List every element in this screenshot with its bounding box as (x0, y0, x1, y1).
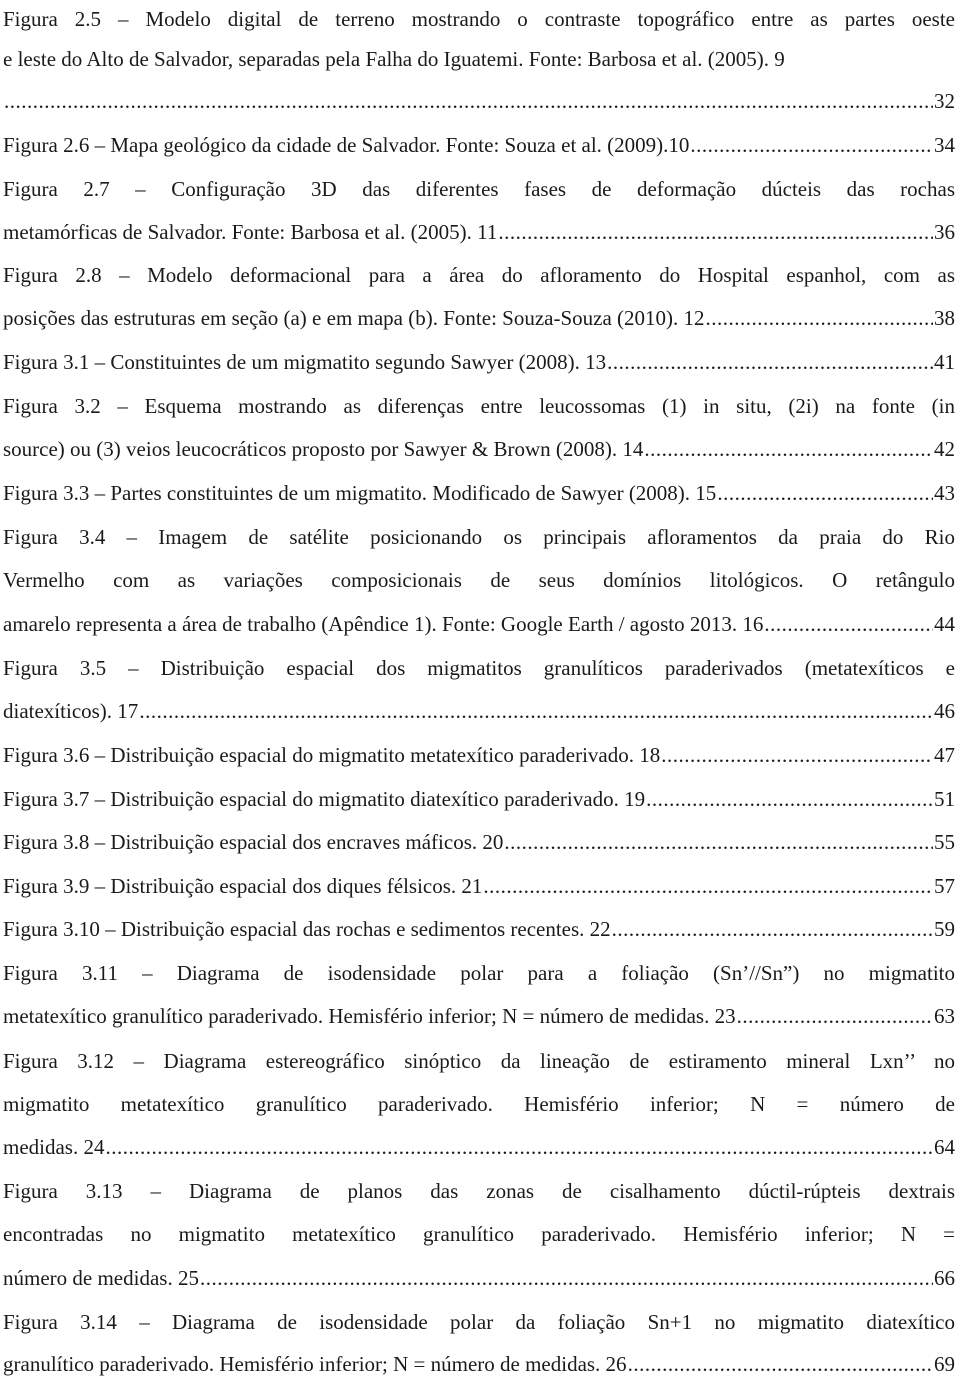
toc-page-number: 41 (934, 350, 955, 374)
toc-entry-figure-3-8[interactable] (3, 830, 955, 854)
toc-entry-line: Figura 2.5 – Modelo digital de terreno mostrando o contraste topográfico entre as partes oeste (3, 7, 955, 31)
toc-entry-text: Figura 3.3 – Partes constituintes de um migmatito. Modificado de Sawyer (2008). 15 (3, 481, 717, 505)
toc-entry-line: Figura 3.5 – Distribuição espacial dos migmatitos granulíticos paraderivados (metatexíticos e (3, 656, 955, 680)
toc-entry-line: e leste do Alto de Salvador, separadas pela Falha do Iguatemi. Fonte: Barbosa et al. (2005). 9 (3, 47, 785, 71)
toc-entry-line: Figura 3.12 – Diagrama estereográfico sinóptico da lineação de estiramento mineral Lxn’’ no (3, 1049, 955, 1073)
dot-leader (717, 481, 933, 505)
toc-page-number: 44 (934, 612, 955, 636)
toc-page-number: 51 (934, 787, 955, 811)
toc-page-number: 38 (934, 306, 955, 330)
toc-entry-line: Figura 2.7 – Configuração 3D das diferentes fases de deformação dúcteis das rochas (3, 177, 955, 201)
dot-leader (612, 917, 933, 941)
dot-leader (661, 743, 933, 767)
toc-page-number: 57 (934, 874, 955, 898)
toc-entry-figure-3-2[interactable] (3, 437, 955, 461)
toc-entry-line: Figura 2.8 – Modelo deformacional para a área do afloramento do Hospital espanhol, com as (3, 263, 955, 287)
toc-entry-figure-3-13[interactable] (3, 1266, 955, 1290)
dot-leader (105, 1135, 933, 1159)
toc-entry-figure-3-9[interactable] (3, 874, 955, 898)
toc-page-number: 47 (934, 743, 955, 767)
toc-page-number: 36 (934, 220, 955, 244)
toc-page-number: 55 (934, 830, 955, 854)
toc-entry-text: Figura 3.9 – Distribuição espacial dos diques félsicos. 21 (3, 874, 483, 898)
toc-entry-figure-3-14[interactable] (3, 1352, 955, 1376)
toc-page-number: 42 (934, 437, 955, 461)
toc-entry-line: migmatito metatexítico granulítico paraderivado. Hemisfério inferior; N = número de (3, 1092, 955, 1116)
toc-entry-figure-2-8[interactable] (3, 306, 955, 330)
toc-entry-figure-2-5[interactable] (3, 89, 955, 113)
toc-page-number: 46 (934, 699, 955, 723)
toc-entry-text: granulítico paraderivado. Hemisfério inferior; N = número de medidas. 26 (3, 1352, 627, 1376)
toc-entry-text: metamórficas de Salvador. Fonte: Barbosa et al. (2005). 11 (3, 220, 498, 244)
toc-entry-figure-3-4[interactable] (3, 612, 955, 636)
dot-leader (690, 133, 933, 157)
toc-entry-figure-2-7[interactable] (3, 220, 955, 244)
toc-entry-figure-3-10[interactable] (3, 917, 955, 941)
toc-page-number: 64 (934, 1135, 955, 1159)
toc-entry-text: metatexítico granulítico paraderivado. Hemisfério inferior; N = número de medidas. 23 (3, 1004, 736, 1028)
toc-entry-figure-3-1[interactable] (3, 350, 955, 374)
dot-leader (483, 874, 933, 898)
toc-entry-text: Figura 3.6 – Distribuição espacial do migmatito metatexítico paraderivado. 18 (3, 743, 661, 767)
toc-entry-line: Figura 3.11 – Diagrama de isodensidade polar para a foliação (Sn’//Sn”) no migmatito (3, 961, 955, 985)
toc-page-number: 43 (934, 481, 955, 505)
toc-entry-text: source) ou (3) veios leucocráticos proposto por Sawyer & Brown (2008). 14 (3, 437, 644, 461)
toc-entry-figure-3-3[interactable] (3, 481, 955, 505)
toc-entry-text: Figura 3.10 – Distribuição espacial das rochas e sedimentos recentes. 22 (3, 917, 611, 941)
dot-leader (764, 612, 933, 636)
toc-entry-figure-2-6[interactable] (3, 133, 955, 157)
toc-entry-figure-3-6[interactable] (3, 743, 955, 767)
dot-leader (646, 787, 933, 811)
toc-entry-text: diatexíticos). 17 (3, 699, 139, 723)
toc-entry-line: Figura 3.2 – Esquema mostrando as diferenças entre leucossomas (1) in situ, (2i) na fonte (in (3, 394, 955, 418)
toc-page-number: 69 (934, 1352, 955, 1376)
toc-entry-line: Figura 3.13 – Diagrama de planos das zonas de cisalhamento dúctil-rúpteis dextrais (3, 1179, 955, 1203)
toc-page-number: 59 (934, 917, 955, 941)
dot-leader (504, 830, 933, 854)
toc-entry-line: Vermelho com as variações composicionais de seus domínios litológicos. O retângulo (3, 568, 955, 592)
toc-entry-text: Figura 2.6 – Mapa geológico da cidade de Salvador. Fonte: Souza et al. (2009).10 (3, 133, 690, 157)
toc-entry-text: amarelo representa a área de trabalho (Apêndice 1). Fonte: Google Earth / agosto 2013. 16 (3, 612, 764, 636)
dot-leader (706, 306, 933, 330)
toc-page-number: 34 (934, 133, 955, 157)
toc-entry-figure-3-5[interactable] (3, 699, 955, 723)
dot-leader (139, 699, 933, 723)
dot-leader (607, 350, 933, 374)
toc-entry-figure-3-12[interactable] (3, 1135, 955, 1159)
toc-entry-text: Figura 3.8 – Distribuição espacial dos encraves máficos. 20 (3, 830, 504, 854)
dot-leader (737, 1004, 933, 1028)
toc-entry-text: número de medidas. 25 (3, 1266, 199, 1290)
toc-entry-text: medidas. 24 (3, 1135, 105, 1159)
toc-entry-line: Figura 3.4 – Imagem de satélite posicionando os principais afloramentos da praia do Rio (3, 525, 955, 549)
dot-leader (4, 89, 933, 113)
dot-leader (498, 220, 933, 244)
toc-entry-figure-3-7[interactable] (3, 787, 955, 811)
toc-page-number: 32 (934, 89, 955, 113)
dot-leader (200, 1266, 933, 1290)
toc-entry-line: encontradas no migmatito metatexítico granulítico paraderivado. Hemisfério inferior; N = (3, 1222, 955, 1246)
toc-entry-text: posições das estruturas em seção (a) e em mapa (b). Fonte: Souza-Souza (2010). 12 (3, 306, 705, 330)
dot-leader (644, 437, 933, 461)
toc-entry-line: Figura 3.14 – Diagrama de isodensidade polar da foliação Sn+1 no migmatito diatexítico (3, 1310, 955, 1334)
toc-entry-figure-3-11[interactable] (3, 1004, 955, 1028)
dot-leader (628, 1352, 933, 1376)
toc-entry-text: Figura 3.1 – Constituintes de um migmatito segundo Sawyer (2008). 13 (3, 350, 607, 374)
toc-page-number: 63 (934, 1004, 955, 1028)
toc-page-number: 66 (934, 1266, 955, 1290)
toc-entry-text: Figura 3.7 – Distribuição espacial do migmatito diatexítico paraderivado. 19 (3, 787, 646, 811)
